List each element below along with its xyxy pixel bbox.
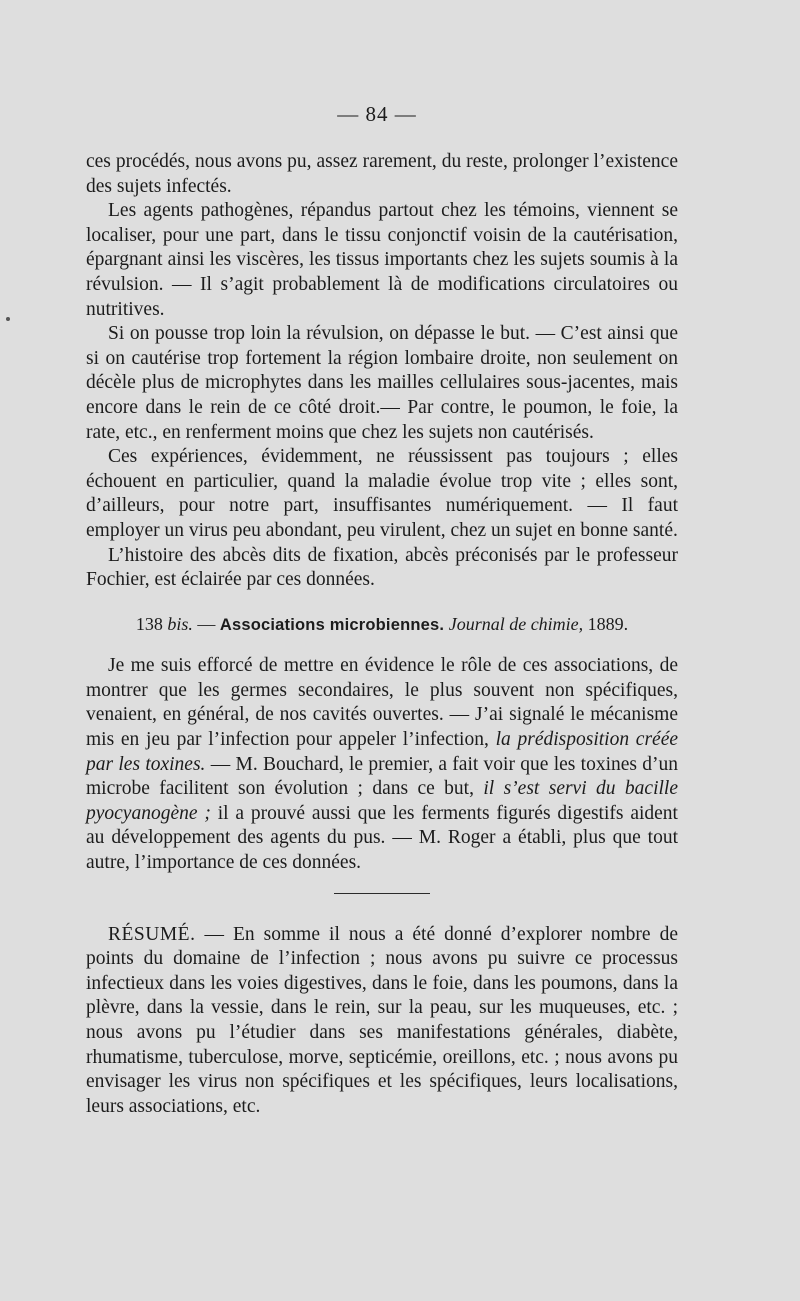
entry-number: 138 <box>135 613 163 634</box>
paragraph-summary <box>86 923 678 1120</box>
entry-dash: — <box>192 613 220 634</box>
paragraph-revulsion: Si on pousse trop loin la révulsion, on dépasse le but. — C’est ainsi que si on cautérise trop fortement la région lombaire droite, non seulement on décèle plus de microphytes dans les mailles cellulaires sous-jacentes, mais encore dans le rein de ce côté droit.— Par contre, le poumon, le foie, la rate, etc., en renferment moins que chez les sujets non cautérisés. <box>86 323 678 443</box>
paragraph-fixation-abscess: L’histoire des abcès dits de fixation, abcès préconisés par le professeur Fochier, est éclairée par ces données. <box>86 544 678 591</box>
entry-title: Associations microbiennes. <box>219 615 445 634</box>
section-divider <box>334 893 430 894</box>
margin-mark <box>6 317 10 321</box>
summary-text: — En somme il nous a été donné d’explorer nombre de points du domaine de l’infection ; nous avons pu suivre ce processus infectieux dans les voies digestives, dans le foie, dans les poumons, dans la plèvre, dans la vessie, dans le rein, sur la peau, sur les muqueuses, etc. ; nous avons pu l’étudier dans ses manifestations générales, diabète, rhumatisme, tuberculose, morve, septicémie, oreillons, etc. ; nous avons pu envisager les virus non spécifiques et les spécifiques, leurs localisations, leurs associations, etc. <box>86 923 678 1117</box>
associations-text-1: Je me suis efforcé de mettre en évidence le rôle de ces associations, de montrer que les germes secondaires, le plus souvent non spécifiques, venaient, en général, de nos cavités ouvertes. — J’ai signalé le mécanisme mis en jeu par l’infection pour appeler l’infection, <box>86 655 678 751</box>
associations-text-3: il a prouvé aussi que les ferments figurés digestifs aident au développement des agents du pus. — M. Roger a établi, plus que tout autre, l’importance de ces données. <box>86 802 678 874</box>
entry-year: 1889. <box>583 613 629 634</box>
entry-suffix: bis. <box>167 613 193 634</box>
paragraph-pathogenic-agents: Les agents pathogènes, répandus partout chez les témoins, viennent se localiser, pour une part, dans le tissu conjonctif voisin de la cautérisation, épargnant ainsi les viscères, les tissus importants chez les sujets soumis à la révulsion. — Il s’agit probablement là de modifications circulatoires ou nutritives. <box>86 200 678 320</box>
page-number: — 84 — <box>337 102 417 126</box>
associations-italic-2: il s’est servi du bacille pyocyanogène ; <box>86 778 678 824</box>
bibliography-entry-heading <box>86 612 678 638</box>
page-body <box>86 150 678 1119</box>
paragraph-associations <box>86 654 678 875</box>
entry-journal: Journal de chimie, <box>448 613 584 634</box>
paragraph-continued: ces procédés, nous avons pu, assez rarement, du reste, prolonger l’existence des sujets infectés. <box>86 151 678 197</box>
associations-italic-1: la prédisposition créée par les toxines. <box>86 729 679 775</box>
associations-text-2: — M. Bouchard, le premier, a fait voir que les toxines d’un microbe facilitent son évolution ; dans ce but, <box>86 753 679 800</box>
paragraph-experiments: Ces expériences, évidemment, ne réussissent pas toujours ; elles échouent en particulier, quand la maladie évolue trop vite ; elles sont, d’ailleurs, pour notre part, insuffisantes numériquement. — Il faut employer un virus peu abondant, peu virulent, chez un sujet en bonne santé. <box>86 446 678 541</box>
summary-heading: RÉSUMÉ. <box>108 923 196 945</box>
